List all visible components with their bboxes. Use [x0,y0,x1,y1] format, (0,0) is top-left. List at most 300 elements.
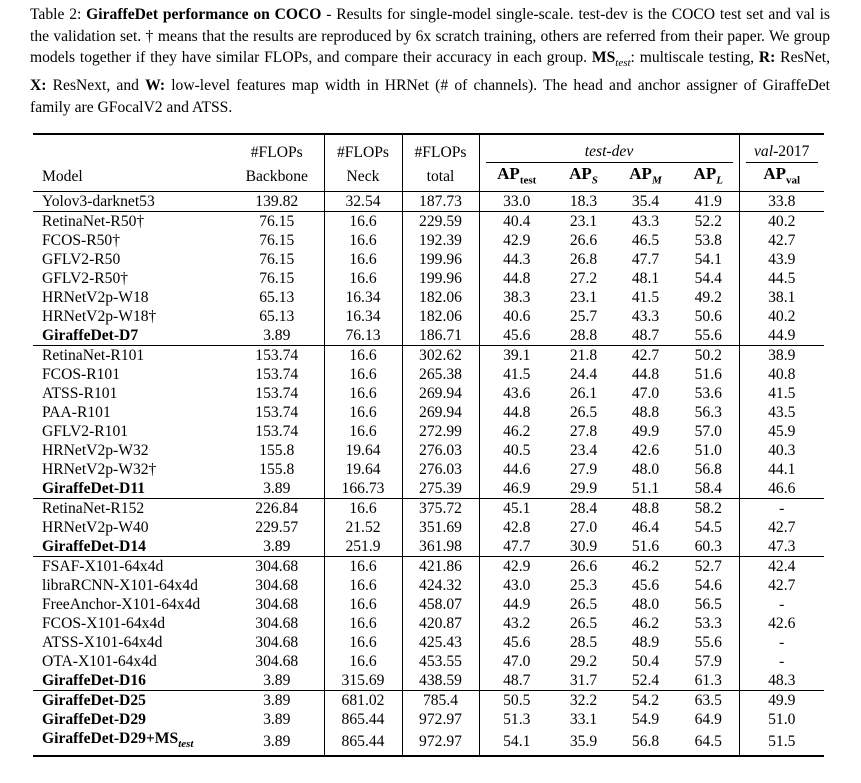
cell-neck: 76.13 [324,326,402,346]
cell-backbone: 304.68 [255,558,299,576]
cell-ap-s: 26.6 [569,558,598,576]
cell-ap-val: 42.4 [739,557,824,577]
cell-ap-l: 54.1 [694,251,722,269]
cell-model: GiraffeDet-D16 [42,672,146,690]
cell-ap-m: 48.9 [631,634,660,652]
cell-ap-l: 50.2 [694,347,722,365]
caption-label: Table 2: [30,6,82,23]
cell-backbone: 153.74 [255,423,299,441]
col-ap-test: $AP_{test}$ [479,163,554,192]
table-row [33,652,824,671]
cell-ap-test: 44.6 [479,460,554,479]
cell-ap-val: 38.9 [739,346,824,366]
cell-ap-val: 40.2 [739,212,824,232]
cell-backbone: 155.8 [259,442,295,460]
cell-ap-s: 30.9 [569,538,598,556]
cell-neck: 16.6 [324,231,402,250]
table-row [33,307,824,326]
cell-ap-m: 46.2 [631,615,660,633]
cell-neck: 16.6 [324,365,402,384]
table-row [33,346,824,366]
cell-total: 192.39 [402,231,479,250]
cell-ap-val: 33.8 [739,192,824,212]
table-row [33,479,824,499]
cell-backbone: 226.84 [255,500,299,518]
col-ap-l: $AP_L$ [693,164,723,187]
cell-ap-val: - [739,633,824,652]
table-row [33,557,824,577]
cell-ap-val: 43.9 [739,250,824,269]
cell-backbone: 3.89 [263,327,291,345]
cell-neck: 19.64 [324,460,402,479]
col-flops-backbone: Backbone [245,168,308,186]
cell-ap-s: 23.1 [569,289,598,307]
cell-neck: 32.54 [324,192,402,212]
cell-neck: 16.34 [324,288,402,307]
cell-total: 375.72 [402,499,479,519]
cell-ap-val: - [739,652,824,671]
table-row [33,729,824,755]
cell-total: 458.07 [402,595,479,614]
table-row [33,441,824,460]
cell-ap-m: 43.3 [631,308,660,326]
cell-model: FCOS-R50† [42,232,120,250]
cell-ap-l: 58.4 [694,480,722,498]
cell-ap-l: 56.3 [694,404,722,422]
table-body [33,192,824,756]
cell-ap-test: 47.7 [479,537,554,557]
cell-ap-s: 23.4 [569,442,598,460]
cell-backbone: 65.13 [259,308,295,326]
cell-ap-test: 51.3 [479,710,554,729]
cell-backbone: 76.15 [259,213,295,231]
cell-ap-val: 51.0 [739,710,824,729]
table-row [33,288,824,307]
cell-model: GFLV2-R50† [42,270,129,288]
cell-model: HRNetV2p-W18 [42,289,149,307]
cell-total: 199.96 [402,250,479,269]
table-row [33,614,824,633]
cell-ap-s: 26.6 [569,232,598,250]
col-ap-s: $AP_S$ [569,164,598,187]
cell-backbone: 304.68 [255,653,299,671]
cell-ap-test: 44.3 [479,250,554,269]
cell-ap-m: 48.7 [631,327,660,345]
cell-ap-l: 58.2 [694,500,722,518]
cell-model: OTA-X101-64x4d [42,653,157,671]
cell-ap-s: 27.0 [569,519,598,537]
table-row [33,633,824,652]
cell-total: 182.06 [402,307,479,326]
cell-ap-val: 48.3 [739,671,824,691]
cell-model: HRNetV2p-W32† [42,461,157,479]
cell-ap-val: 44.5 [739,269,824,288]
cell-ap-val: 49.9 [739,691,824,711]
cell-model: ATSS-R101 [42,385,118,403]
cell-ap-val: - [739,595,824,614]
cell-total: 453.55 [402,652,479,671]
cell-ap-s: 23.1 [569,213,598,231]
val-group-header: val-2017 [739,134,824,163]
cell-model: RetinaNet-R101 [42,347,145,365]
cell-ap-s: 18.3 [569,193,598,211]
cell-ap-test: 43.2 [479,614,554,633]
col-flops-neck: Neck [324,163,402,192]
cell-ap-m: 46.4 [631,519,660,537]
cell-ap-val: 43.5 [739,403,824,422]
cell-ap-s: 26.8 [569,251,598,269]
cell-model: PAA-R101 [42,404,111,422]
cell-ap-test: 41.5 [479,365,554,384]
cell-neck: 16.6 [324,212,402,232]
cell-ap-test: 50.5 [479,691,554,711]
cell-ap-test: 45.1 [479,499,554,519]
cell-model: FSAF-X101-64x4d [42,558,164,576]
caption-title: GiraffeDet performance on COCO [86,6,322,23]
cell-ap-test: 44.8 [479,269,554,288]
cell-total: 276.03 [402,441,479,460]
table-row [33,518,824,537]
cell-model: GiraffeDet-D14 [42,538,146,556]
cell-ap-s: 32.2 [569,692,598,710]
cell-total: 187.73 [402,192,479,212]
col-ap-m: $AP_M$ [629,164,662,187]
cell-ap-m: 42.6 [631,442,660,460]
cell-ap-m: 48.8 [631,404,660,422]
table-row [33,537,824,557]
cell-neck: 19.64 [324,441,402,460]
cell-backbone: 304.68 [255,634,299,652]
cell-total: 302.62 [402,346,479,366]
cell-ap-m: 48.1 [631,270,660,288]
cell-neck: 16.6 [324,557,402,577]
cell-ap-m: 45.6 [631,577,660,595]
cell-ap-l: 54.6 [694,577,722,595]
cell-ap-s: 28.5 [569,634,598,652]
cell-ap-val: 40.2 [739,307,824,326]
cell-ap-l: 63.5 [694,692,722,710]
cell-ap-val: 47.3 [739,537,824,557]
cell-ap-m: 56.8 [613,729,678,755]
cell-ap-l: 61.3 [694,672,722,690]
table-row [33,710,824,729]
cell-ap-l: 41.9 [694,193,722,211]
cell-ap-val: 42.7 [739,518,824,537]
cell-ap-test: 42.8 [479,518,554,537]
cell-model: Yolov3-darknet53 [42,193,155,211]
cell-ap-l: 53.8 [694,232,722,250]
cell-ap-test: 45.6 [479,326,554,346]
cell-model: GFLV2-R50 [42,251,121,269]
col-model: Model [42,168,83,186]
table-row [33,212,824,232]
cell-backbone: 65.13 [259,289,295,307]
cell-neck: 16.6 [324,652,402,671]
cell-total: 229.59 [402,212,479,232]
cell-backbone: 304.68 [255,615,299,633]
cell-ap-val: 51.5 [739,729,824,755]
cell-total: 438.59 [402,671,479,691]
cell-total: 425.43 [402,633,479,652]
cell-ap-m: 54.9 [631,711,660,729]
cell-ap-m: 47.7 [631,251,660,269]
cell-ap-test: 48.7 [479,671,554,691]
cell-model: FCOS-X101-64x4d [42,615,166,633]
cell-ap-m: 49.9 [631,423,660,441]
cell-ap-m: 48.8 [631,500,660,518]
cell-ap-test: 39.1 [479,346,554,366]
cell-ap-s: 29.2 [569,653,598,671]
cell-ap-m: 51.1 [631,480,660,498]
cell-total: 265.38 [402,365,479,384]
cell-backbone: 76.15 [259,232,295,250]
cell-neck: 16.34 [324,307,402,326]
cell-ap-val: 42.7 [739,231,824,250]
cell-ap-m: 51.6 [631,538,660,556]
cell-backbone: 153.74 [255,347,299,365]
cell-total: 351.69 [402,518,479,537]
cell-ap-l: 56.5 [694,596,722,614]
cell-ap-m: 46.5 [631,232,660,250]
cell-ap-m: 35.4 [631,193,660,211]
cell-backbone: 153.74 [255,385,299,403]
cell-total: 186.71 [402,326,479,346]
cell-neck: 166.73 [324,479,402,499]
col-flops-total: total [402,163,479,192]
cell-ap-l: 57.9 [694,653,722,671]
cell-model: HRNetV2p-W18† [42,308,157,326]
cell-total: 269.94 [402,384,479,403]
cell-ap-val: 41.5 [739,384,824,403]
cell-ap-m: 50.4 [631,653,660,671]
cell-model: RetinaNet-R50† [42,213,145,231]
cell-ap-l: 54.5 [694,519,722,537]
table-row [33,671,824,691]
cell-neck: 16.6 [324,614,402,633]
cell-backbone: 304.68 [255,577,299,595]
cell-model: GiraffeDet-D7 [42,327,139,345]
cell-ap-m: 48.0 [631,461,660,479]
cell-neck: 16.6 [324,346,402,366]
cell-neck: 21.52 [324,518,402,537]
cell-ap-m: 54.2 [631,692,660,710]
cell-ap-l: 57.0 [694,423,722,441]
cell-backbone: 153.74 [255,404,299,422]
cell-ap-s: 25.3 [569,577,598,595]
cell-backbone: 76.15 [259,270,295,288]
cell-total: 199.96 [402,269,479,288]
table-row [33,269,824,288]
cell-ap-s: 35.9 [554,729,613,755]
cell-ap-s: 33.1 [569,711,598,729]
cell-ap-val: 42.7 [739,576,824,595]
cell-neck: 315.69 [324,671,402,691]
cell-total: 269.94 [402,403,479,422]
cell-ap-l: 50.6 [694,308,722,326]
cell-backbone: 76.15 [259,251,295,269]
caption-text: Results for single-model single-scale. test-dev is the COCO test set and val is the validation set. † means that the results are reproduced by 6x scratch training, others are referred from their paper. We group models together if they have similar FLOPs, and compare their accuracy in each group. [30,6,830,67]
cell-ap-test: 40.4 [479,212,554,232]
cell-ap-test: 43.6 [479,384,554,403]
cell-ap-val: 42.6 [739,614,824,633]
table-row [33,231,824,250]
cell-backbone: 229.57 [255,519,299,537]
cell-ap-s: 25.7 [569,308,598,326]
cell-neck: 16.6 [324,576,402,595]
cell-model: GiraffeDet-D25 [42,692,146,710]
cell-ap-s: 26.5 [569,404,598,422]
cell-ap-test: 38.3 [479,288,554,307]
cell-ap-val: 44.9 [739,326,824,346]
cell-ap-s: 26.5 [569,615,598,633]
cell-backbone: 3.89 [230,729,324,755]
cell-backbone: 3.89 [263,692,291,710]
cell-model: GiraffeDet-D29 [42,711,146,729]
cell-ap-m: 43.3 [631,213,660,231]
cell-ap-l: 54.4 [694,270,722,288]
table-row [33,384,824,403]
cell-ap-val: 38.1 [739,288,824,307]
table-row [33,365,824,384]
table-row [33,499,824,519]
cell-model: HRNetV2p-W32 [42,442,149,460]
cell-ap-s: 24.4 [569,366,598,384]
cell-ap-m: 41.5 [631,289,660,307]
cell-ap-m: 52.4 [631,672,660,690]
cell-ap-s: 28.8 [569,327,598,345]
cell-backbone: 155.8 [259,461,295,479]
cell-neck: 865.44 [324,710,402,729]
cell-neck: 16.6 [324,422,402,441]
cell-backbone: 153.74 [255,366,299,384]
results-table [33,133,824,757]
cell-neck: 16.6 [324,499,402,519]
cell-total: 361.98 [402,537,479,557]
cell-ap-val: 40.8 [739,365,824,384]
cell-ap-test: 47.0 [479,652,554,671]
cell-model: RetinaNet-R152 [42,500,145,518]
cell-total: 182.06 [402,288,479,307]
table-row [33,576,824,595]
table-row [33,326,824,346]
cell-neck: 16.6 [324,633,402,652]
cell-ap-test: 44.8 [479,403,554,422]
cell-neck: 681.02 [324,691,402,711]
cell-model: HRNetV2p-W40 [42,519,149,537]
cell-total: 972.97 [402,729,479,755]
cell-ap-l: 55.6 [694,327,722,345]
cell-model: GiraffeDet-D11 [42,480,146,498]
table-row [33,460,824,479]
cell-model: FreeAnchor-X101-64x4d [42,596,201,614]
cell-ap-m: 44.8 [631,366,660,384]
cell-model: ATSS-X101-64x4d [42,634,163,652]
cell-backbone: 3.89 [263,480,291,498]
cell-ap-l: 60.3 [694,538,722,556]
cell-ap-val: 44.1 [739,460,824,479]
cell-ap-l: 55.6 [694,634,722,652]
table-row [33,422,824,441]
cell-backbone: 304.68 [255,596,299,614]
cell-ap-s: 26.5 [569,596,598,614]
cell-ap-s: 27.8 [569,423,598,441]
cell-ap-m: 47.0 [631,385,660,403]
cell-ap-l: 64.5 [678,729,739,755]
cell-ap-l: 53.6 [694,385,722,403]
cell-backbone: 3.89 [263,672,291,690]
cell-neck: 251.9 [324,537,402,557]
cell-neck: 16.6 [324,403,402,422]
cell-backbone: 3.89 [263,711,291,729]
cell-ap-val: 45.9 [739,422,824,441]
cell-ap-l: 53.3 [694,615,722,633]
cell-ap-s: 27.9 [569,461,598,479]
cell-model: libraRCNN-X101-64x4d [42,577,198,595]
cell-ap-l: 52.2 [694,213,722,231]
table-caption: Table 2: GiraffeDet performance on COCO - Results for single-model single-scale. test-dev is the COCO test set and val is the validation set. † means that the results are reproduced by 6x scratch training, others are referred from their paper. We group models together if they have similar FLOPs, and compare their accuracy in each group. $MS_{test}$: multiscale testing, R: ResNet, X: ResNext, and W: low-level features map width in HRNet (# of channels). The head and anchor assigner of GiraffeDet family are GFocalV2 and ATSS. [30,6,831,116]
cell-ap-l: 52.7 [694,558,722,576]
col-ap-val: $AP_{val}$ [739,163,824,192]
cell-ap-val: - [739,499,824,519]
cell-ap-test: 46.9 [479,479,554,499]
cell-total: 272.99 [402,422,479,441]
cell-total: 420.87 [402,614,479,633]
cell-ap-test: 40.5 [479,441,554,460]
cell-ap-s: 27.2 [569,270,598,288]
cell-ap-test: 45.6 [479,633,554,652]
cell-total: 972.97 [402,710,479,729]
cell-ap-l: 49.2 [694,289,722,307]
cell-ap-l: 56.8 [694,461,722,479]
header-row-2 [33,163,824,192]
header-row-1: #FLOPs #FLOPs #FLOPs test-dev val-2017 [33,134,824,163]
cell-model: GiraffeDet-$D29+MS_{test}$ [33,729,230,755]
cell-ap-m: 48.0 [631,596,660,614]
table-row [33,403,824,422]
cell-neck: 16.6 [324,269,402,288]
cell-neck: 865.44 [324,729,402,755]
cell-ap-test: 54.1 [479,729,554,755]
cell-total: 785.4 [402,691,479,711]
cell-total: 424.32 [402,576,479,595]
cell-ap-s: 31.7 [569,672,598,690]
cell-model: GFLV2-R101 [42,423,129,441]
cell-ap-test: 42.9 [479,231,554,250]
cell-ap-test: 42.9 [479,557,554,577]
table-row [33,691,824,711]
cell-ap-val: 46.6 [739,479,824,499]
cell-neck: 16.6 [324,384,402,403]
cell-ap-s: 29.9 [569,480,598,498]
cell-ap-val: 40.3 [739,441,824,460]
table-row [33,595,824,614]
testdev-group-header: test-dev [479,134,739,163]
cell-backbone: 3.89 [263,538,291,556]
cell-neck: 16.6 [324,250,402,269]
cell-total: 275.39 [402,479,479,499]
cell-total: 276.03 [402,460,479,479]
cell-ap-s: 21.8 [569,347,598,365]
cell-total: 421.86 [402,557,479,577]
cell-ap-m: 46.2 [631,558,660,576]
cell-ap-l: 64.9 [694,711,722,729]
table-row [33,192,824,212]
cell-ap-s: 28.4 [569,500,598,518]
cell-model: FCOS-R101 [42,366,120,384]
cell-ap-test: 40.6 [479,307,554,326]
table-row [33,250,824,269]
cell-ap-test: 33.0 [479,192,554,212]
